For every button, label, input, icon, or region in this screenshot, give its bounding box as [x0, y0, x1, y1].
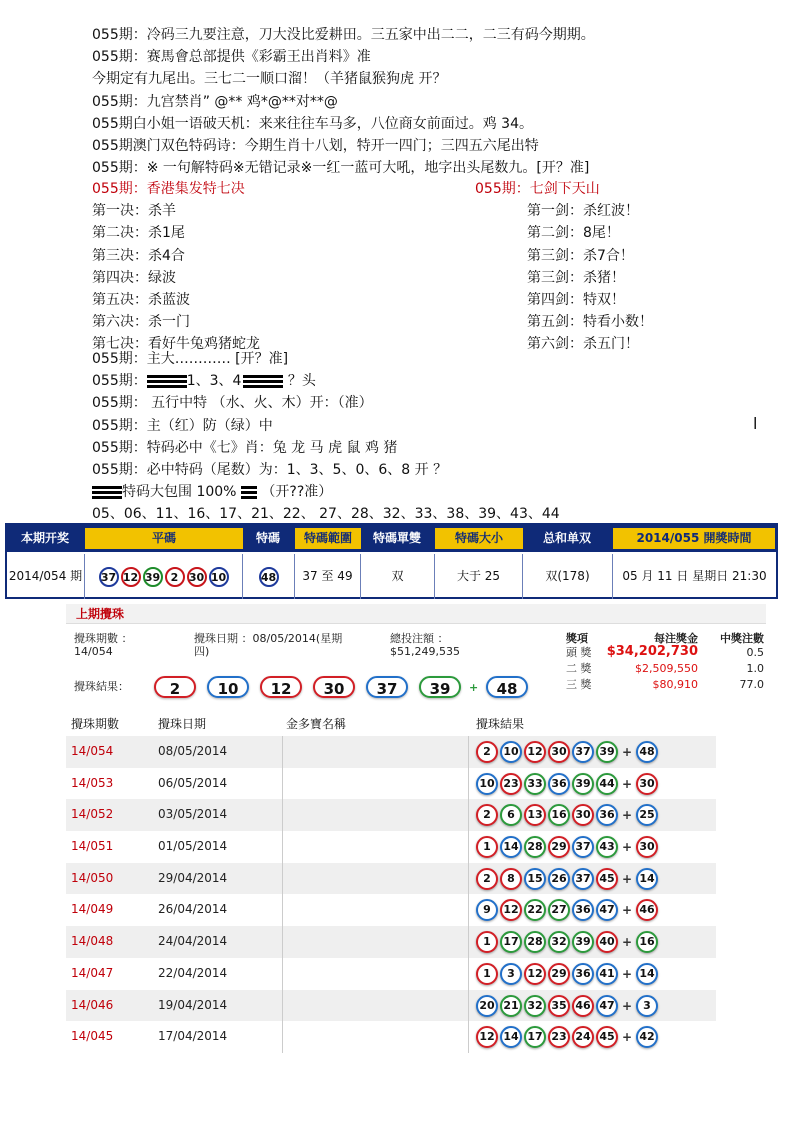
number-ball: 44: [596, 773, 618, 795]
divider: [282, 768, 283, 800]
special-number-cell: [243, 554, 295, 599]
divider: [282, 990, 283, 1022]
plus-sign: +: [622, 745, 633, 759]
number-ball: 39: [572, 773, 594, 795]
date-cont: 四): [194, 645, 210, 658]
text-prefix: 055期：: [92, 373, 147, 390]
text-line: 今期定有九尾出。三七二一顺口溜！（羊猪鼠猴狗虎 开？: [92, 71, 447, 88]
plus-sign: +: [622, 903, 633, 918]
divider: [468, 990, 469, 1022]
draw-date: 06/05/2014: [158, 775, 228, 790]
plus-sign: +: [622, 871, 633, 886]
draw-id: 14/049: [71, 902, 114, 917]
left-item: 第一决：杀羊: [92, 203, 176, 220]
prize-name: 二 獎: [566, 662, 592, 675]
number-ball: 14: [500, 1026, 522, 1048]
text-line: 055期：※ 一句解特码※无错记录※一红一蓝可大吼，地字出头尾数九。[开？准]: [92, 160, 590, 177]
prize-name: 三 獎: [566, 678, 592, 691]
divider: [282, 1021, 283, 1053]
bar-mark: [243, 380, 283, 383]
special-ball: 42: [636, 1026, 658, 1048]
period-label: 攪珠期數 ：: [74, 632, 133, 645]
table-row: [66, 958, 716, 990]
prize-amount: $2,509,550: [635, 662, 698, 675]
table-header: [7, 525, 776, 552]
number-ball: 8: [500, 868, 522, 890]
number-ball: 27: [548, 899, 570, 921]
number-ball: 2: [154, 676, 196, 698]
divider: [468, 1021, 469, 1053]
header-cell: 总和单双: [542, 531, 591, 545]
draw-date: 03/05/2014: [158, 807, 228, 822]
header-cell: 特碼範圍: [295, 528, 361, 549]
left-item: 第六决：杀一门: [92, 314, 190, 331]
prize-name: 頭 獎: [566, 646, 592, 659]
number-ball: 32: [524, 995, 546, 1017]
number-ball: 30: [548, 741, 570, 763]
right-item: 第二剑：8尾！: [527, 225, 620, 242]
result-label: 攪珠結果：: [74, 680, 129, 693]
number-ball: 13: [524, 804, 546, 826]
number-ball: 12: [500, 899, 522, 921]
number-ball: 29: [548, 836, 570, 858]
table-row: [66, 736, 716, 768]
divider: [282, 831, 283, 863]
period-cell: 2014/054 期: [7, 554, 85, 599]
number-ball: 24: [572, 1026, 594, 1048]
plus-sign: +: [622, 840, 633, 855]
left-item: 第四决：绿波: [92, 269, 176, 286]
draw-id: 14/052: [71, 807, 114, 822]
prize-count: 77.0: [739, 678, 764, 691]
number-ball: 17: [500, 931, 522, 953]
divider: [468, 831, 469, 863]
header-cell: 攪珠日期: [158, 717, 207, 731]
left-item: 第二决：杀1尾: [92, 225, 185, 242]
special-ball: 46: [636, 899, 658, 921]
draw-id: 14/054: [71, 744, 114, 758]
table-row: [66, 831, 716, 863]
draw-id: 14/046: [71, 997, 114, 1012]
number-ball: 46: [572, 995, 594, 1017]
plus-sign: +: [622, 808, 633, 823]
prize-header: 每注獎金: [654, 632, 698, 645]
prize-amount: $34,202,730: [606, 644, 698, 659]
number-ball: 20: [476, 995, 498, 1017]
number-ball: 17: [524, 1026, 546, 1048]
number-ball: 47: [596, 995, 618, 1017]
number-ball: 39: [572, 931, 594, 953]
history-rows: [66, 736, 716, 1053]
number-ball: 37: [366, 676, 408, 698]
header-cell: 金多寶名稱: [286, 717, 347, 731]
draw-id: 14/047: [71, 965, 114, 980]
big-small-cell: 大于 25: [435, 554, 523, 599]
history-table: [66, 712, 716, 1053]
history-header: [66, 712, 716, 736]
left-item: 第五决：杀蓝波: [92, 291, 190, 308]
draw-id: 14/051: [71, 839, 114, 854]
divider: [282, 926, 283, 958]
header-cell: 攪珠結果: [476, 717, 525, 731]
number-ball: 36: [572, 899, 594, 921]
current-draw-table: [5, 523, 778, 599]
header-cell: 本期开奖: [20, 531, 69, 545]
number-ball: 1: [476, 963, 498, 985]
text-line: 055期白小姐一语破天机：来来往往车马多，八位商女前面过。鸡 34。: [92, 115, 533, 132]
text-line: 055期：主（红）防（绿）中: [92, 417, 273, 434]
number-ball: 2: [165, 567, 185, 587]
right-block: [475, 178, 653, 356]
number-ball: 30: [313, 676, 355, 698]
left-item: 第七决：看好牛兔鸡猪蛇龙: [92, 336, 260, 353]
text-line: 055期：冷码三九要注意，刀大没比爱耕田。三五家中出二二，二三有码今期期。: [92, 27, 595, 43]
number-ball: 12: [524, 963, 546, 985]
number-ball: 35: [548, 995, 570, 1017]
table-row: [66, 799, 716, 831]
right-item: 第五剑：特看小数！: [527, 314, 653, 331]
number-ball: 36: [572, 963, 594, 985]
divider: [468, 958, 469, 990]
number-ball: 16: [548, 804, 570, 826]
text-line: 055期：赛馬會总部提供《彩霸王出肖料》准: [92, 49, 371, 66]
text-line: 055期：主大………… [开？准]: [92, 351, 289, 367]
table-row: [66, 768, 716, 800]
divider: [468, 736, 469, 768]
bar-mark: [92, 491, 122, 494]
number-ball: 37: [572, 836, 594, 858]
table-row: [66, 990, 716, 1022]
divider: [468, 799, 469, 831]
right-item: 第三剑：杀猪！: [527, 269, 625, 286]
number-ball: 2: [476, 741, 498, 763]
number-ball: 26: [548, 868, 570, 890]
number-ball: 1: [476, 836, 498, 858]
text-line: 055期澳门双色特码诗：今期生肖十八划，特开一四门；三四五六尾出特: [92, 137, 539, 154]
draw-date: 24/04/2014: [158, 934, 228, 949]
bar-mark: [147, 380, 187, 383]
divider: [282, 863, 283, 895]
draw-date: 29/04/2014: [158, 870, 228, 885]
table-row: [66, 894, 716, 926]
right-item: 第一剑：杀红波！: [527, 203, 639, 220]
number-ball: 41: [596, 963, 618, 985]
range-cell: 37 至 49: [295, 554, 361, 599]
number-ball: 22: [524, 899, 546, 921]
number-ball: 37: [99, 567, 119, 587]
number-ball: 29: [548, 963, 570, 985]
text-line: 055期： 五行中特 （水、火、木）开：（准）: [92, 395, 373, 412]
number-ball: 2: [476, 868, 498, 890]
left-item: 第三决：杀4合: [92, 247, 185, 264]
prize-header: 中獎注數: [720, 632, 764, 645]
divider: [282, 799, 283, 831]
number-ball: 45: [596, 1026, 618, 1048]
special-ball: 48: [486, 676, 528, 698]
number-ball: 33: [524, 773, 546, 795]
number-ball: 47: [596, 899, 618, 921]
draw-date: 17/04/2014: [158, 1029, 228, 1044]
number-ball: 12: [524, 741, 546, 763]
panel-title: 上期攪珠: [66, 604, 766, 624]
header-cell: 特碼單雙: [372, 531, 421, 545]
number-ball: 32: [548, 931, 570, 953]
number-ball: 12: [260, 676, 302, 698]
number-ball: 37: [572, 741, 594, 763]
number-ball: 10: [500, 741, 522, 763]
plus-sign: +: [622, 935, 633, 950]
special-ball: 14: [636, 868, 658, 890]
cursor-mark: l: [753, 414, 758, 433]
table-row: [66, 863, 716, 895]
number-ball: 39: [596, 741, 618, 763]
draw-date: 26/04/2014: [158, 902, 228, 917]
previous-draw-panel: [66, 604, 766, 702]
odd-even-cell: 双: [361, 554, 435, 599]
right-item: 第三剑：杀7合！: [527, 247, 634, 264]
regular-numbers-cell: [85, 554, 243, 599]
draw-date: 01/05/2014: [158, 839, 228, 854]
right-item: 第四剑：特双！: [527, 291, 625, 308]
left-block-title: 055期：香港集发特七决: [92, 181, 245, 197]
number-ball: 23: [548, 1026, 570, 1048]
header-cell: 特碼: [255, 531, 280, 545]
divider: [468, 863, 469, 895]
number-ball: 40: [596, 931, 618, 953]
date-label: 攪珠日期 ：08/05/2014(星期: [194, 632, 343, 645]
text-line: 055期：特码必中《七》肖：兔 龙 马 虎 鼠 鸡 猪: [92, 439, 398, 456]
divider: [468, 926, 469, 958]
number-ball: 43: [596, 836, 618, 858]
number-ball: 12: [476, 1026, 498, 1048]
number-ball: 37: [572, 868, 594, 890]
plus-sign: +: [622, 998, 633, 1013]
turnover-label: 總投注額 ：: [390, 632, 449, 645]
number-ball: 36: [596, 804, 618, 826]
right-block-title: 055期：七剑下天山: [475, 181, 600, 197]
number-ball: 6: [500, 804, 522, 826]
number-ball: 30: [572, 804, 594, 826]
header-cell: 2014/055 開獎時間: [613, 528, 775, 549]
draw-date: 08/05/2014: [158, 744, 228, 758]
special-ball: 14: [636, 963, 658, 985]
draw-date: 19/04/2014: [158, 997, 228, 1012]
number-ball: 3: [500, 963, 522, 985]
period-value: 14/054: [74, 645, 113, 658]
number-ball: 15: [524, 868, 546, 890]
number-ball: 12: [121, 567, 141, 587]
text-line: [92, 481, 782, 503]
divider: [282, 736, 283, 768]
number-ball: 28: [524, 931, 546, 953]
number-ball: 1: [476, 931, 498, 953]
special-ball: 3: [636, 995, 658, 1017]
number-ball: 10: [207, 676, 249, 698]
header-cell: 平碼: [85, 528, 243, 549]
text-line: 05、06、11、16、17、21、22、 27、28、32、33、38、39、43、44: [92, 506, 560, 523]
text-mid: 1、3、4: [186, 373, 242, 390]
draw-time-cell: 05 月 11 日 星期日 21:30: [622, 569, 767, 583]
number-ball: 39: [419, 676, 461, 698]
special-ball: 48: [636, 741, 658, 763]
number-ball: 10: [476, 773, 498, 795]
draw-date: 22/04/2014: [158, 965, 228, 980]
special-ball: 16: [636, 931, 658, 953]
number-ball: 14: [500, 836, 522, 858]
number-ball: 28: [524, 836, 546, 858]
prize-amount: $80,910: [652, 678, 698, 691]
header-cell: 攪珠期數: [71, 717, 120, 731]
text-mid: 特码大包围 100%: [122, 484, 237, 501]
divider: [468, 894, 469, 926]
draw-id: 14/053: [71, 775, 114, 790]
draw-id: 14/045: [71, 1029, 114, 1044]
text-line: 055期：九宫禁肖” @** 鸡*@**对**@: [92, 93, 338, 110]
plus-sign: +: [469, 681, 479, 694]
draw-id: 14/050: [71, 870, 114, 885]
text-suffix: ？头: [283, 373, 316, 390]
text-line: 055期：必中特码（尾数）为：1、3、5、0、6、8 开 ？: [92, 461, 448, 478]
header-cell: 特碼大小: [435, 528, 523, 549]
special-ball: 25: [636, 804, 658, 826]
number-ball: 21: [500, 995, 522, 1017]
number-ball: 36: [548, 773, 570, 795]
table-row: [66, 1021, 716, 1053]
bar-mark: [241, 491, 257, 494]
divider: [282, 958, 283, 990]
special-ball: 30: [636, 836, 658, 858]
sum-cell: 双(178): [523, 554, 613, 599]
table-row: [66, 926, 716, 958]
plus-sign: +: [622, 776, 633, 791]
plus-sign: +: [622, 1030, 633, 1045]
prize-count: 1.0: [746, 662, 764, 675]
divider: [282, 894, 283, 926]
right-item: 第六剑：杀五门！: [527, 336, 639, 353]
prediction-text-2: [92, 348, 782, 526]
number-ball: 10: [209, 567, 229, 587]
prediction-text: [92, 24, 782, 179]
draw-id: 14/048: [71, 934, 114, 949]
number-ball: 23: [500, 773, 522, 795]
number-ball: 45: [596, 868, 618, 890]
divider: [468, 768, 469, 800]
turnover-value: $51,249,535: [390, 645, 460, 658]
plus-sign: +: [622, 966, 633, 981]
special-ball: 48: [259, 567, 279, 587]
text-line: [92, 370, 782, 392]
text-suffix: （开??准）: [256, 484, 333, 501]
prize-count: 0.5: [746, 646, 764, 659]
number-ball: 39: [143, 567, 163, 587]
special-ball: 30: [636, 773, 658, 795]
number-ball: 30: [187, 567, 207, 587]
left-block: [92, 178, 260, 356]
number-ball: 2: [476, 804, 498, 826]
number-ball: 9: [476, 899, 498, 921]
prize-header: 獎項: [566, 632, 588, 645]
